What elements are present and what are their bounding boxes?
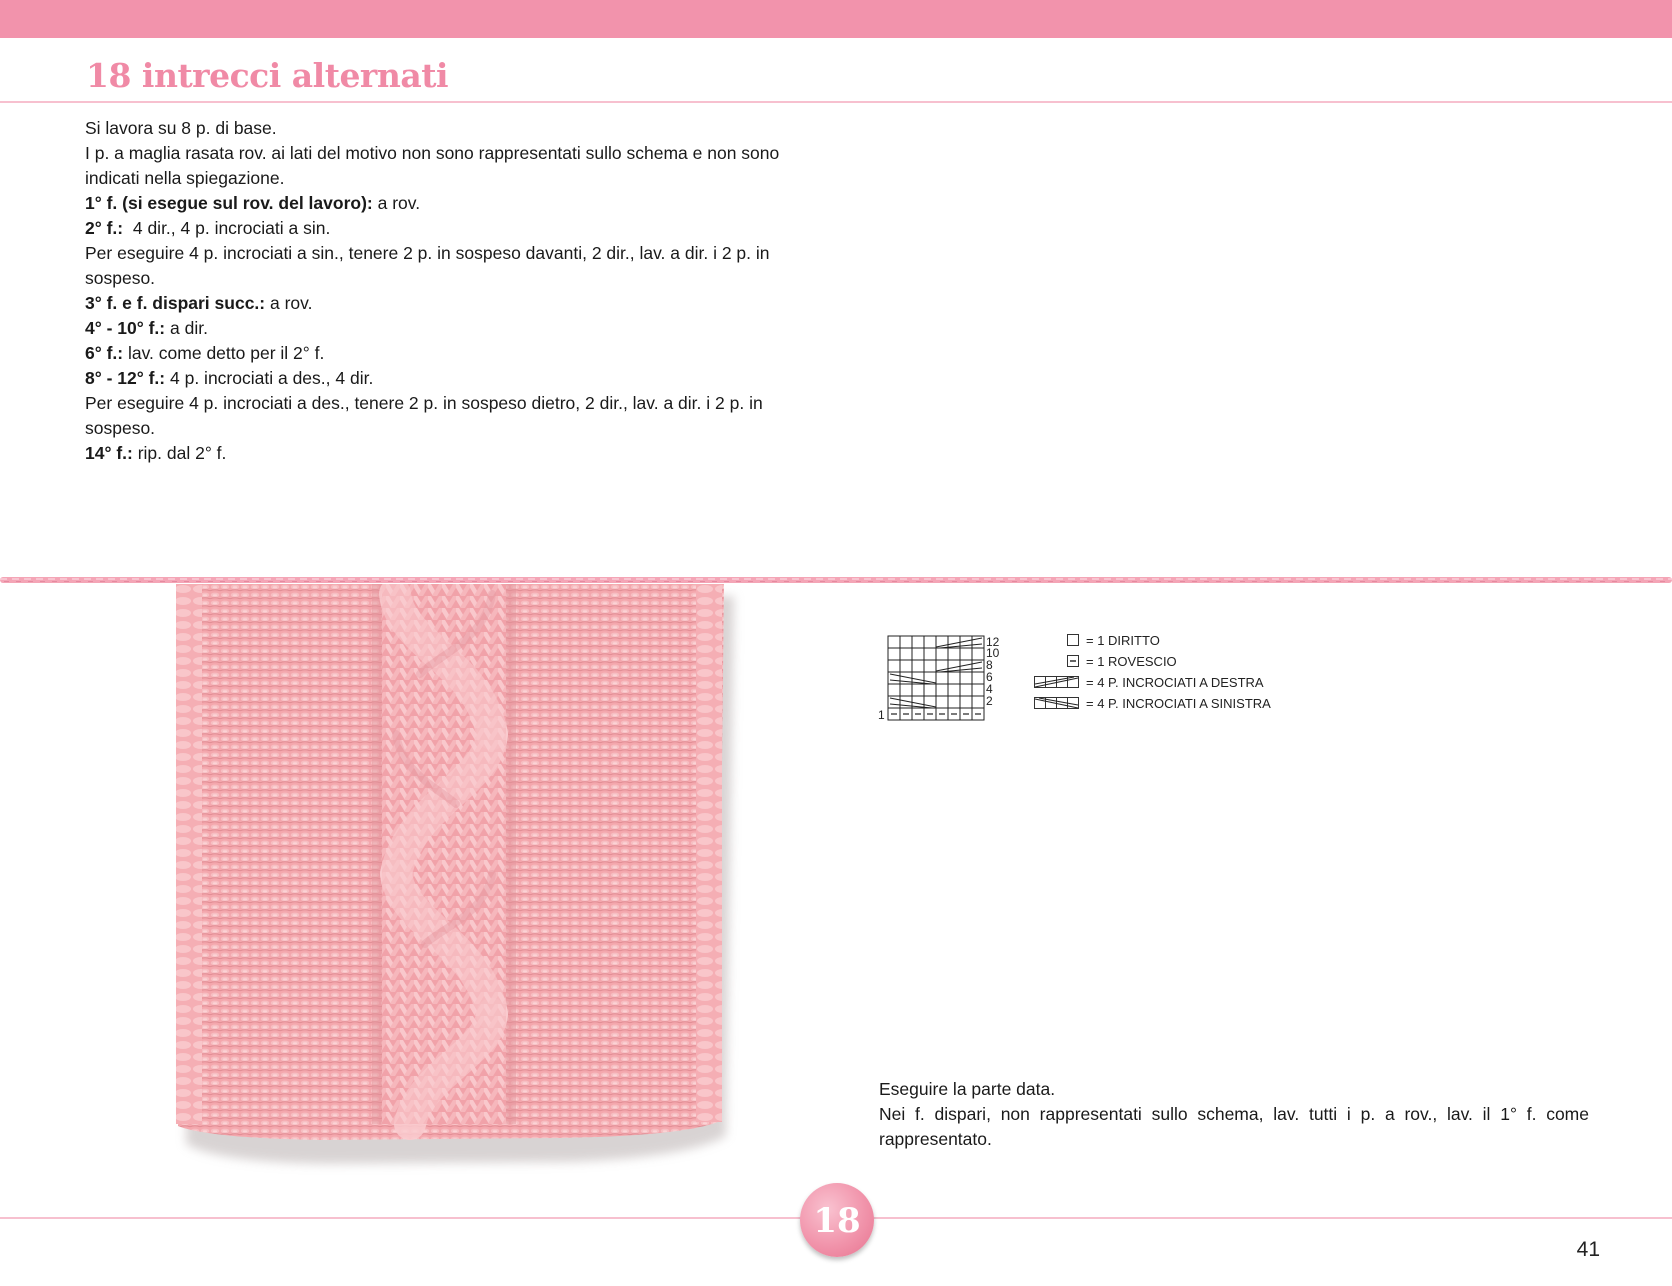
instruction-line: 8° - 12° f.: 4 p. incrociati a des., 4 dir. [85,368,374,388]
page-number: 41 [1576,1238,1600,1261]
note-line: Eseguire la parte data. [879,1079,1056,1099]
page-title: 18 intrecci alternati [86,56,448,95]
instruction-line: 1° f. (si esegue sul rov. del lavoro): a rov. [85,193,421,213]
title-divider [0,101,1672,103]
purl-square-icon [1067,655,1080,668]
chart-row-label: 12 [986,635,1000,649]
legend-item-diritto: = 1 DIRITTO [1032,632,1332,653]
instruction-line: 14° f.: rip. dal 2° f. [85,443,227,463]
chart-notes [879,1077,1589,1152]
legend-item-incrociati-sinistra: = 4 P. INCROCIATI A SINISTRA [1032,695,1332,716]
note-line: Nei f. dispari, non rappresentati sullo schema, lav. tutti i p. a rov., lav. il 1° f. come rappresentato. [879,1104,1589,1149]
knitted-swatch-photo [120,584,768,1204]
chart-row-label: 2 [986,694,993,708]
chart-legend [1032,632,1332,716]
instruction-line: 2° f.: 4 dir., 4 p. incrociati a sin. [85,218,331,238]
stitch-chart [878,628,1013,724]
chart-row-label: 10 [986,646,1000,660]
chart-row-label: 6 [986,670,993,684]
instruction-line: I p. a maglia rasata rov. ai lati del motivo non sono rappresentati sullo schema e non sono indicati nella spiegazione. [85,143,780,188]
badge-number: 18 [813,1201,861,1241]
knit-square-icon [1067,634,1080,647]
instruction-line: 4° - 10° f.: a dir. [85,318,208,338]
pattern-number-badge [800,1183,874,1257]
instruction-line: Per eseguire 4 p. incrociati a des., tenere 2 p. in sospeso dietro, 2 dir., lav. a dir. i 2 p. in sospeso. [85,393,763,438]
top-color-band [0,0,1672,38]
instruction-line: 3° f. e f. dispari succ.: a rov. [85,293,313,313]
instructions-block [85,116,797,466]
instruction-line: 6° f.: lav. come detto per il 2° f. [85,343,325,363]
right-cross-icon [1034,676,1080,689]
instruction-line: Si lavora su 8 p. di base. [85,118,277,138]
chart-row-label: 4 [986,682,993,696]
instruction-line: Per eseguire 4 p. incrociati a sin., tenere 2 p. in sospeso davanti, 2 dir., lav. a dir. i 2 p. in sospeso. [85,243,770,288]
legend-item-incrociati-destra: = 4 P. INCROCIATI A DESTRA [1032,674,1332,695]
chart-row-label: 8 [986,658,993,672]
left-cross-icon [1034,697,1080,710]
chart-first-row-label: 1 [878,708,885,722]
legend-item-rovescio: = 1 ROVESCIO [1032,653,1332,674]
